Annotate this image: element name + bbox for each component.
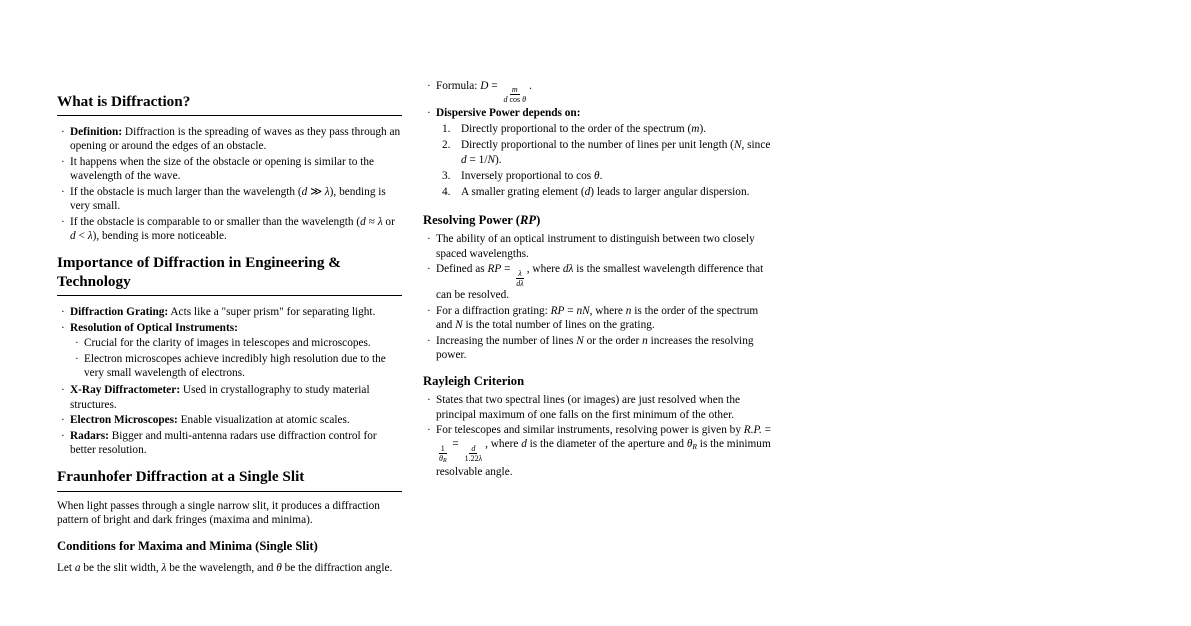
math-run: N	[733, 139, 742, 152]
list-item-content	[436, 262, 773, 302]
math-fraction	[514, 269, 525, 288]
bullet-marker: ·	[427, 233, 431, 246]
list-item-content	[436, 232, 773, 260]
math-run: dλ	[562, 263, 574, 276]
bullet-list	[57, 305, 402, 458]
math-run: d	[301, 186, 308, 199]
list-item	[423, 393, 773, 421]
bold-run: Diffraction Grating:	[70, 305, 169, 318]
math-fraction	[501, 85, 528, 104]
fraction-denominator	[437, 454, 449, 465]
text-run: =	[564, 304, 577, 317]
text-run: ) leads to larger angular dispersion.	[590, 185, 750, 198]
bullet-marker: ·	[427, 304, 431, 317]
list-item-content	[461, 122, 773, 136]
bullet-marker: ·	[427, 334, 431, 347]
text-run: or the order	[583, 334, 643, 347]
list-item	[70, 336, 402, 350]
bullet-marker: ·	[61, 429, 65, 442]
paragraph	[57, 561, 402, 575]
text-run: = 1/	[466, 153, 488, 166]
text-run: is the total number of lines on the grating.	[462, 319, 655, 332]
text-run: cos	[507, 95, 523, 105]
text-run: If the obstacle is much larger than the wavelength (	[70, 186, 302, 199]
list-item	[57, 321, 402, 382]
text-run: Fraunhofer Diffraction at a Single Slit	[57, 468, 305, 486]
text-run: Rayleigh Criterion	[423, 374, 525, 389]
section-heading	[57, 254, 402, 295]
fraction-numerator	[516, 269, 523, 279]
list-item	[423, 334, 773, 362]
text-run: .	[529, 79, 532, 92]
text-run: =	[761, 424, 771, 437]
list-item	[57, 125, 402, 153]
list-item-content	[84, 336, 402, 350]
item-number: 1.	[442, 123, 451, 136]
list-item	[436, 138, 773, 166]
text-run: It happens when the size of the obstacle or opening is similar to the wavelength of the wave.	[70, 156, 374, 183]
list-item	[57, 305, 402, 319]
text-run: Defined as	[436, 263, 488, 276]
list-item-content	[461, 138, 773, 166]
math-run: a	[74, 562, 81, 575]
text-run: Acts like a "super prism" for separating light.	[168, 305, 376, 318]
math-run: N	[487, 153, 496, 166]
math-run: dλ	[516, 278, 524, 288]
list-item-content	[436, 106, 773, 201]
list-item-content	[70, 305, 402, 319]
text-run: =	[449, 438, 462, 451]
math-run: λ	[478, 454, 483, 464]
text-run: Used in crystallography to study material structures.	[70, 384, 370, 411]
text-run: is the smallest wavelength difference that can be resolved.	[436, 263, 764, 302]
math-run: d	[584, 185, 591, 198]
fraction-denominator	[501, 95, 528, 104]
text-run: , where	[485, 438, 522, 451]
text-run: The ability of an optical instrument to distinguish between two closely spaced wavelengths.	[436, 233, 755, 260]
text-run: Directly proportional to the order of the spectrum (	[461, 123, 692, 136]
text-run: When light passes through a single narrow slit, it produces a diffraction pattern of bright and dark fringes (maxima and minima).	[57, 499, 380, 526]
text-run: be the diffraction angle.	[281, 562, 393, 575]
list-item	[57, 155, 402, 183]
math-run: θ	[594, 169, 600, 182]
math-run: n	[642, 334, 648, 347]
text-run: ).	[699, 123, 707, 136]
math-run: RP	[520, 213, 537, 228]
bullet-marker: ·	[427, 106, 431, 119]
text-run: What is Diffraction?	[57, 93, 191, 110]
subsection-heading	[423, 374, 773, 389]
bullet-marker: ·	[427, 79, 431, 92]
math-run: λ	[161, 562, 167, 575]
bullet-list	[423, 79, 773, 202]
fraction-denominator	[514, 279, 525, 288]
text-run: Formula:	[436, 79, 481, 92]
text-run: 1	[440, 444, 445, 453]
list-item	[57, 215, 402, 243]
bullet-marker: ·	[75, 337, 79, 350]
text-run: =	[501, 263, 514, 276]
text-run: Diffraction is the spreading of waves as they pass through an opening or around the edges of an obstacle.	[70, 126, 401, 153]
list-item-content	[436, 393, 773, 421]
list-item	[423, 262, 773, 302]
list-item-content	[70, 125, 402, 153]
text-run: be the wavelength, and	[166, 562, 277, 575]
list-item	[57, 383, 402, 411]
math-run: nN	[576, 304, 590, 317]
bullet-marker: ·	[75, 352, 79, 365]
section-heading	[57, 468, 402, 491]
subscript-run: R	[442, 458, 447, 465]
text-run: or	[382, 215, 395, 228]
list-item-content	[436, 334, 773, 362]
math-run: R.P.	[743, 424, 762, 437]
math-run: d	[461, 153, 467, 166]
text-run: is the diameter of the aperture and	[526, 438, 687, 451]
list-item	[57, 185, 402, 213]
bullet-marker: ·	[61, 215, 65, 228]
math-run: N	[455, 319, 463, 332]
text-run: Enable visualization at atomic scales.	[177, 414, 350, 427]
subsection-heading	[423, 213, 773, 228]
text-run: be the slit width,	[80, 562, 162, 575]
bullet-list	[57, 125, 402, 243]
text-run: ≈	[365, 215, 378, 228]
text-run: )	[536, 213, 541, 228]
list-item	[423, 79, 773, 105]
list-item	[436, 122, 773, 136]
list-item	[57, 429, 402, 457]
text-run: If the obstacle is comparable to or smaller than the wavelength (	[70, 215, 361, 228]
text-run: Let	[57, 562, 75, 575]
list-item-content	[436, 304, 773, 332]
list-item	[57, 413, 402, 427]
math-run: d	[360, 215, 366, 228]
list-item-content	[436, 79, 773, 105]
text-run: <	[75, 230, 88, 243]
bullet-marker: ·	[61, 384, 65, 397]
list-item	[423, 304, 773, 332]
list-item-content	[70, 429, 402, 457]
list-item	[423, 232, 773, 260]
list-item	[436, 169, 773, 183]
fraction-denominator	[463, 454, 484, 463]
bold-run: Electron Microscopes:	[70, 414, 178, 427]
list-item-content	[436, 423, 773, 479]
text-run: 1.22	[464, 454, 479, 464]
bold-run: Definition:	[70, 126, 123, 139]
math-run: θ	[686, 438, 693, 451]
column-right	[423, 77, 773, 481]
math-run: N	[576, 334, 584, 347]
text-run: Directly proportional to the number of lines per unit length (	[461, 139, 734, 152]
list-item-content	[70, 321, 402, 382]
text-run: Inversely proportional to cos	[461, 169, 595, 182]
math-fraction	[437, 444, 449, 465]
math-run: θ	[439, 454, 443, 464]
text-run: increases the resolving power.	[436, 334, 754, 361]
fraction-numerator	[439, 444, 447, 454]
bullet-list	[70, 336, 402, 380]
text-run: Conditions for Maxima and Minima (Single Slit)	[57, 539, 318, 553]
list-item-content	[461, 169, 773, 183]
text-run: .	[599, 169, 603, 182]
column-left	[57, 93, 402, 582]
text-run: =	[488, 79, 501, 92]
text-run: ≫	[307, 186, 325, 199]
math-run: RP	[487, 263, 502, 276]
math-run: d	[521, 438, 527, 451]
text-run: Bigger and multi-antenna radars use diffraction control for better resolution.	[70, 429, 377, 457]
list-item-content	[70, 383, 402, 411]
subsection-heading	[57, 539, 402, 554]
list-item-content	[461, 185, 773, 199]
math-run: d	[70, 230, 76, 243]
item-number: 3.	[442, 169, 451, 182]
list-item	[423, 423, 773, 479]
section-heading	[57, 93, 402, 116]
bullet-list	[423, 232, 773, 362]
text-run: , since	[741, 139, 771, 152]
list-item-content	[70, 215, 402, 243]
math-run: d	[471, 444, 476, 453]
math-fraction	[463, 444, 484, 463]
text-run: , where	[589, 304, 626, 317]
bullet-marker: ·	[61, 156, 65, 169]
bullet-list	[423, 393, 773, 479]
text-run: For telescopes and similar instruments, resolving power is given by	[436, 424, 744, 437]
bullet-marker: ·	[427, 394, 431, 407]
list-item	[436, 185, 773, 199]
math-run: λ	[87, 230, 93, 243]
math-run: m	[691, 123, 700, 136]
text-run: is the minimum resolvable angle.	[436, 438, 771, 479]
text-run: Crucial for the clarity of images in telescopes and microscopes.	[84, 337, 371, 350]
list-item	[70, 352, 402, 380]
text-run: Increasing the number of lines	[436, 334, 577, 347]
text-run: For a diffraction grating:	[436, 304, 551, 317]
bullet-marker: ·	[427, 424, 431, 437]
bold-run: Radars:	[70, 429, 109, 442]
paragraph	[57, 499, 402, 527]
math-run: d	[503, 95, 508, 105]
math-run: θ	[522, 95, 527, 105]
fraction-numerator	[510, 85, 520, 95]
text-run: ), bending is more noticeable.	[92, 230, 227, 243]
math-run: D	[480, 79, 489, 92]
fraction-numerator	[469, 444, 477, 454]
text-run: States that two spectral lines (or images) are just resolved when the principal maximum of one falls on the first minimum of the other.	[436, 394, 740, 421]
list-item	[423, 106, 773, 201]
text-run: ), bending is very small.	[70, 186, 386, 213]
bullet-marker: ·	[61, 305, 65, 318]
text-run: A smaller grating element (	[461, 185, 585, 198]
math-run: θ	[276, 562, 282, 575]
text-run: ).	[495, 153, 502, 166]
text-run: , where	[526, 263, 563, 276]
bullet-marker: ·	[61, 321, 65, 334]
numbered-list	[436, 122, 773, 199]
list-item-content	[70, 155, 402, 183]
text-run: Electron microscopes achieve incredibly high resolution due to the very small wavelength of electrons.	[84, 352, 386, 380]
subscript-run: R	[692, 442, 697, 452]
text-run: Resolving Power (	[423, 213, 521, 228]
math-run: λ	[377, 215, 383, 228]
bold-run: X-Ray Diffractometer:	[70, 384, 181, 397]
list-item-content	[70, 185, 402, 213]
bullet-marker: ·	[61, 414, 65, 427]
bold-run: Dispersive Power depends on:	[436, 106, 581, 119]
list-item-content	[84, 352, 402, 380]
math-run: RP	[550, 304, 565, 317]
math-run: m	[511, 85, 518, 95]
list-item-content	[70, 413, 402, 427]
bullet-marker: ·	[427, 263, 431, 276]
math-run: λ	[324, 186, 330, 199]
math-run: λ	[518, 268, 522, 278]
math-run: n	[625, 304, 632, 317]
item-number: 2.	[442, 139, 451, 152]
item-number: 4.	[442, 185, 451, 198]
text-run: Importance of Diffraction in Engineering & Technology	[57, 254, 341, 290]
bold-run: Resolution of Optical Instruments:	[70, 321, 238, 334]
bullet-marker: ·	[61, 186, 65, 199]
text-run: is the order of the spectrum and	[436, 304, 759, 332]
bullet-marker: ·	[61, 126, 65, 139]
